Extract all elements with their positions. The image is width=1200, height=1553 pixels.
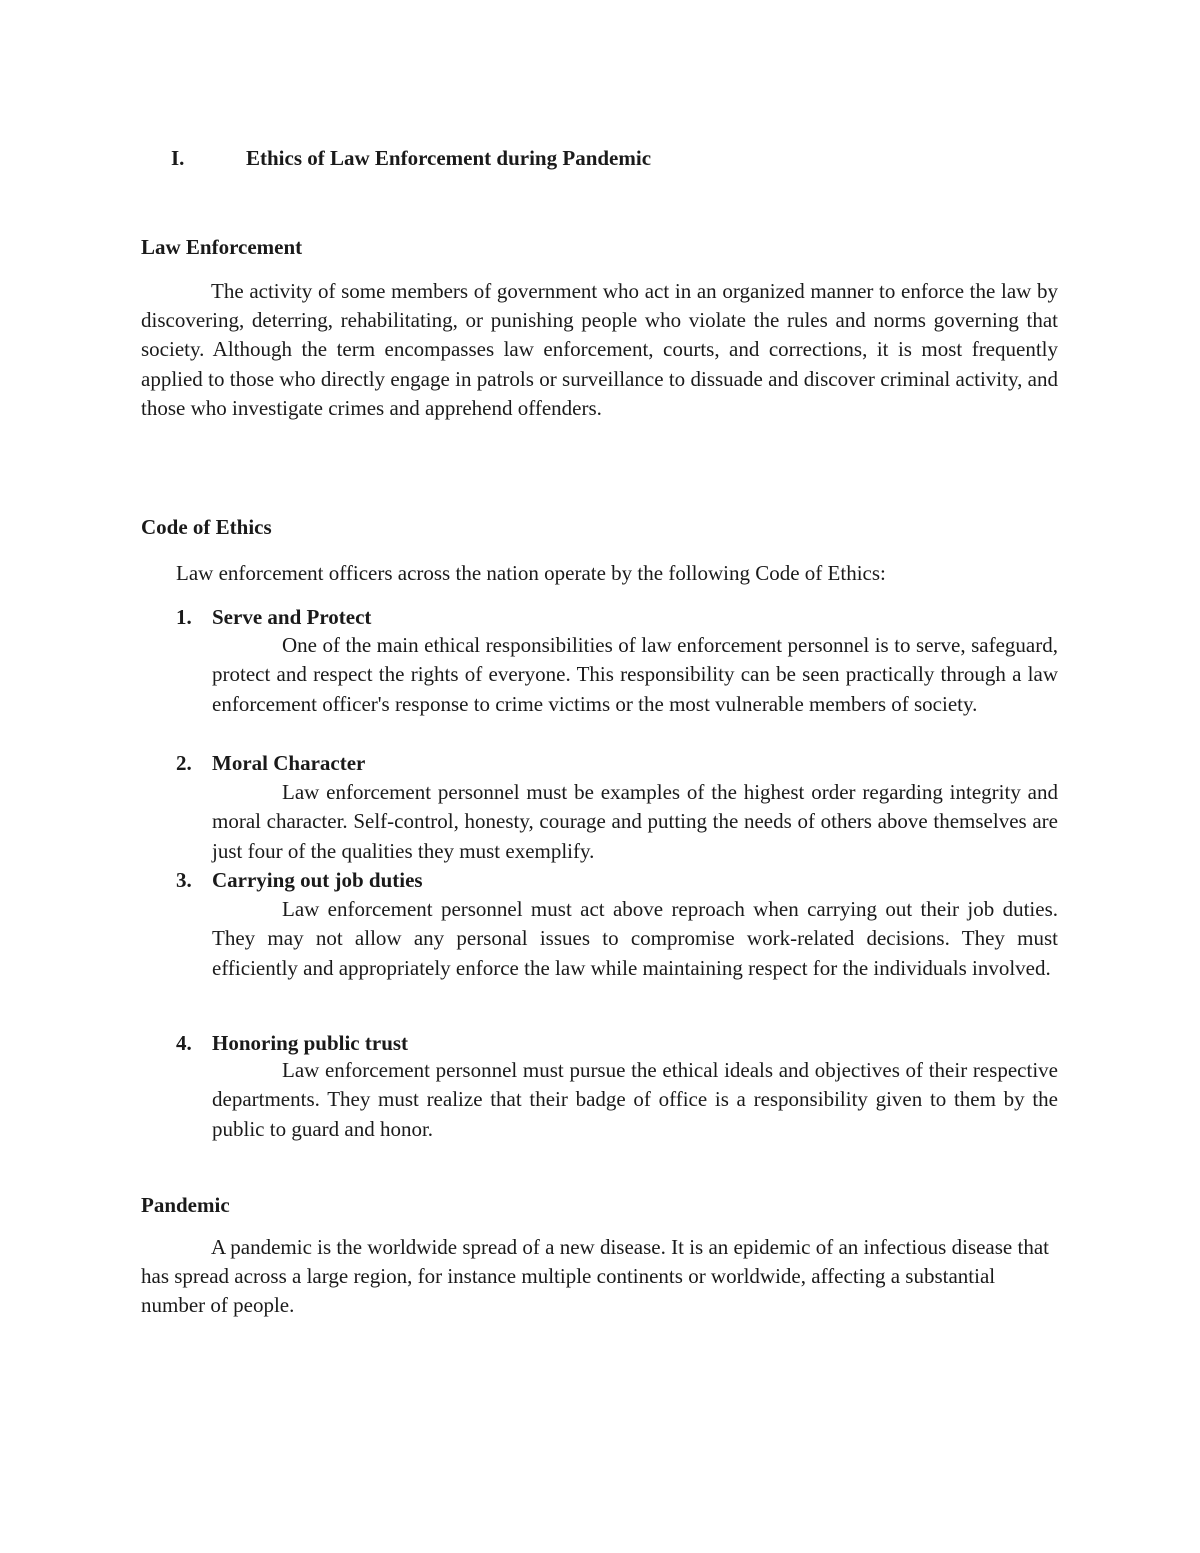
list-item-number: 1. [176,605,192,629]
section-numeral: I. [171,146,185,170]
list-item-title: Carrying out job duties [212,868,423,892]
list-item-title: Serve and Protect [212,605,372,629]
code-of-ethics-heading: Code of Ethics [141,515,272,539]
pandemic-paragraph: A pandemic is the worldwide spread of a new disease. It is an epidemic of an infectious disease that has spread across a large region, for instance multiple continents or worldwide, affecting a substantial number of people. [141,1235,1049,1318]
list-item-body: One of the main ethical responsibilities of law enforcement personnel is to serve, safeguard, protect and respect the rights of everyone. This responsibility can be seen practically through a law enforcement officer's response to crime victims or the most vulnerable members of society. [212,633,1058,716]
list-item-number: 4. [176,1031,192,1055]
code-of-ethics-intro: Law enforcement officers across the nation operate by the following Code of Ethics: [176,561,886,585]
list-item-number: 3. [176,868,192,892]
list-item-title: Honoring public trust [212,1031,409,1055]
list-item-body: Law enforcement personnel must be examples of the highest order regarding integrity and moral character. Self-control, honesty, courage and putting the needs of others above themselves are just four of the qualities they must exemplify. [212,780,1058,863]
law-enforcement-heading: Law Enforcement [141,235,303,259]
list-item-title: Moral Character [212,751,366,775]
pandemic-heading: Pandemic [141,1193,230,1217]
document-title: Ethics of Law Enforcement during Pandemic [246,146,652,170]
list-item-number: 2. [176,751,192,775]
list-item-body: Law enforcement personnel must pursue the ethical ideals and objectives of their respective departments. They must realize that their badge of office is a responsibility given to them by the public to guard and honor. [212,1058,1058,1141]
law-enforcement-paragraph: The activity of some members of government who act in an organized manner to enforce the law by discovering, deterring, rehabilitating, or punishing people who violate the rules and norms governing that society. Although the term encompasses law enforcement, courts, and corrections, it is most frequently applied to those who directly engage in patrols or surveillance to dissuade and discover criminal activity, and those who investigate crimes and apprehend offenders. [141,279,1058,420]
list-item-body: Law enforcement personnel must act above reproach when carrying out their job duties. They may not allow any personal issues to compromise work-related decisions. They must efficiently and appropriately enforce the law while maintaining respect for the individuals involved. [212,897,1058,980]
